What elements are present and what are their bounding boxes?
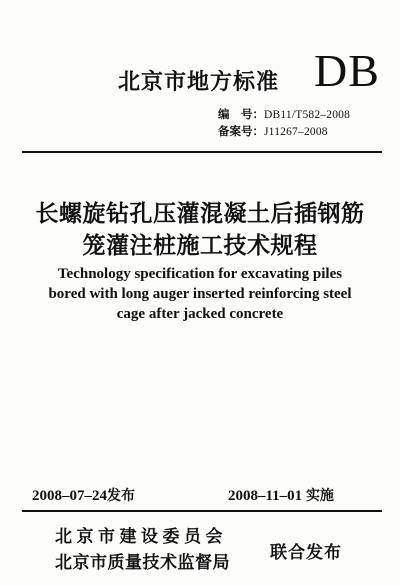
top-divider [22,151,382,153]
standard-number-label: 编 号： [218,107,264,121]
title-english-line-3: cage after jacked concrete [116,306,284,322]
title-english [24,264,376,324]
standard-code-mark: DB [314,45,380,96]
title-chinese [20,198,380,262]
record-number-label: 备案号： [218,124,264,138]
issue-date [32,485,135,505]
issue-date-value: 2008–07–24 [32,488,107,504]
effective-date [228,485,334,505]
issuer-quality-supervision-bureau: 北京市质量技术监督局 [55,553,230,573]
issuer-construction-commission: 北京市建设委员会 [55,527,227,547]
effective-date-value: 2008–11–01 [228,488,303,504]
effective-date-label: 实施 [305,488,334,504]
record-number-row [218,123,394,140]
standard-number-row [218,106,394,123]
joint-release-label: 联合发布 [270,543,342,563]
title-english-line-2: bored with long auger inserted reinforcing steel [48,286,352,302]
title-english-line-1: Technology specification for excavating piles [57,266,343,282]
title-chinese-line-2: 笼灌注桩施工技术规程 [82,233,318,259]
title-chinese-line-1: 长螺旋钻孔压灌混凝土后插钢筋 [35,201,365,227]
issue-date-label: 发布 [107,488,135,504]
standard-label: 北京市地方标准 [118,70,280,95]
issuing-authorities [55,524,255,576]
meta-block [218,106,394,140]
standard-number-value: DB11/T582–2008 [264,109,351,121]
record-number-value: J11267–2008 [264,126,328,138]
bottom-divider [22,510,382,512]
